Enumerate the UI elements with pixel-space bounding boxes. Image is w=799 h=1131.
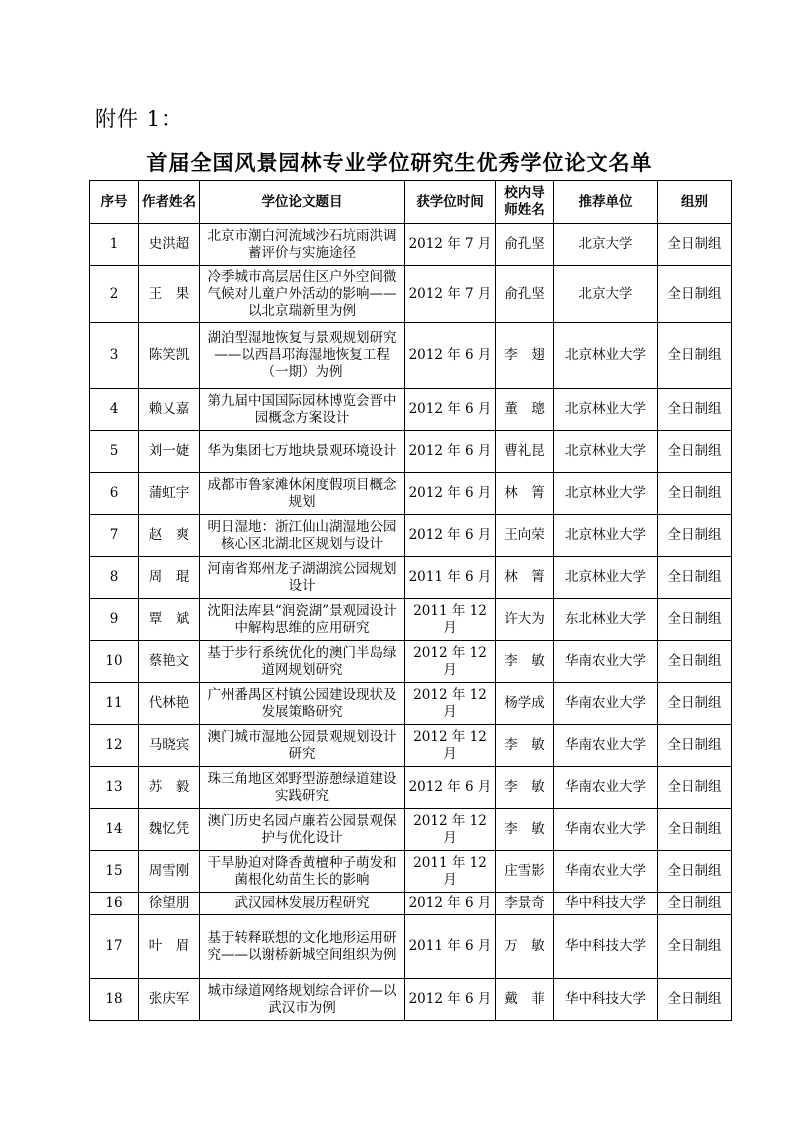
cell-date: 2012 年 12 月 [405, 809, 496, 851]
cell-no: 3 [90, 323, 139, 389]
cell-date: 2012 年 6 月 [405, 389, 496, 431]
cell-group: 全日制组 [658, 725, 732, 767]
cell-advisor: 李 翅 [496, 323, 554, 389]
cell-date: 2012 年 6 月 [405, 893, 496, 915]
thesis-table [89, 180, 732, 1021]
cell-no: 17 [90, 915, 139, 979]
cell-advisor: 杨学成 [496, 683, 554, 725]
cell-no: 10 [90, 641, 139, 683]
cell-advisor: 王向荣 [496, 515, 554, 557]
cell-date: 2011 年 12 月 [405, 851, 496, 893]
cell-unit: 华南农业大学 [554, 683, 658, 725]
table-row [90, 599, 732, 641]
table-row [90, 915, 732, 979]
cell-title: 华为集团七万地块景观环境设计 [200, 431, 405, 473]
cell-group: 全日制组 [658, 641, 732, 683]
cell-date: 2012 年 6 月 [405, 431, 496, 473]
table-row [90, 893, 732, 915]
table-row [90, 266, 732, 323]
cell-advisor: 李 敏 [496, 767, 554, 809]
cell-author: 张庆军 [139, 979, 200, 1021]
cell-group: 全日制组 [658, 431, 732, 473]
cell-no: 1 [90, 224, 139, 266]
cell-group: 全日制组 [658, 224, 732, 266]
cell-advisor: 李 敏 [496, 725, 554, 767]
cell-unit: 北京大学 [554, 266, 658, 323]
cell-no: 6 [90, 473, 139, 515]
cell-advisor: 俞孔坚 [496, 266, 554, 323]
cell-title: 冷季城市高层居住区户外空间微气候对儿童户外活动的影响——以北京瑞新里为例 [200, 266, 405, 323]
cell-title: 武汉园林发展历程研究 [200, 893, 405, 915]
cell-unit: 华南农业大学 [554, 641, 658, 683]
cell-title: 沈阳法库县“润瓷湖”景观园设计中解构思维的应用研究 [200, 599, 405, 641]
cell-author: 代林艳 [139, 683, 200, 725]
cell-author: 周 琨 [139, 557, 200, 599]
cell-author: 陈笑凯 [139, 323, 200, 389]
cell-unit: 华中科技大学 [554, 979, 658, 1021]
table-header [90, 181, 732, 224]
cell-unit: 北京大学 [554, 224, 658, 266]
cell-advisor: 曹礼昆 [496, 431, 554, 473]
cell-advisor: 许大为 [496, 599, 554, 641]
table-row [90, 323, 732, 389]
cell-author: 蒲虹宇 [139, 473, 200, 515]
cell-date: 2012 年 6 月 [405, 323, 496, 389]
cell-group: 全日制组 [658, 683, 732, 725]
cell-group: 全日制组 [658, 851, 732, 893]
cell-group: 全日制组 [658, 389, 732, 431]
cell-group: 全日制组 [658, 599, 732, 641]
table-row [90, 557, 732, 599]
cell-no: 14 [90, 809, 139, 851]
table-row [90, 851, 732, 893]
table-row [90, 389, 732, 431]
cell-advisor: 李 敏 [496, 809, 554, 851]
cell-title: 珠三角地区郊野型游憩绿道建设实践研究 [200, 767, 405, 809]
attachment-label: 附件 1： [95, 107, 184, 131]
table-row [90, 515, 732, 557]
cell-author: 刘一婕 [139, 431, 200, 473]
header-row [90, 181, 732, 224]
header-date: 获学位时间 [405, 181, 496, 224]
header-author: 作者姓名 [139, 181, 200, 224]
cell-group: 全日制组 [658, 473, 732, 515]
table-row [90, 224, 732, 266]
cell-no: 15 [90, 851, 139, 893]
table-row [90, 809, 732, 851]
cell-group: 全日制组 [658, 809, 732, 851]
table-row [90, 641, 732, 683]
cell-title: 城市绿道网络规划综合评价—以武汉市为例 [200, 979, 405, 1021]
cell-no: 4 [90, 389, 139, 431]
cell-unit: 北京林业大学 [554, 515, 658, 557]
cell-author: 蔡艳文 [139, 641, 200, 683]
cell-author: 赖乂嘉 [139, 389, 200, 431]
cell-unit: 华中科技大学 [554, 915, 658, 979]
cell-group: 全日制组 [658, 515, 732, 557]
table-row [90, 431, 732, 473]
header-group: 组别 [658, 181, 732, 224]
cell-title: 干旱胁迫对降香黄檀种子萌发和菌根化幼苗生长的影响 [200, 851, 405, 893]
cell-date: 2012 年 12 月 [405, 725, 496, 767]
cell-author: 赵 爽 [139, 515, 200, 557]
cell-author: 苏 毅 [139, 767, 200, 809]
cell-no: 12 [90, 725, 139, 767]
cell-date: 2011 年 12 月 [405, 599, 496, 641]
cell-title: 河南省郑州龙子湖湖滨公园规划设计 [200, 557, 405, 599]
cell-no: 8 [90, 557, 139, 599]
cell-title: 澳门历史名园卢廉若公园景观保护与优化设计 [200, 809, 405, 851]
cell-advisor: 李景奇 [496, 893, 554, 915]
cell-author: 徐望朋 [139, 893, 200, 915]
cell-advisor: 庄雪影 [496, 851, 554, 893]
cell-unit: 华南农业大学 [554, 851, 658, 893]
cell-group: 全日制组 [658, 323, 732, 389]
cell-date: 2012 年 7 月 [405, 266, 496, 323]
header-unit: 推荐单位 [554, 181, 658, 224]
cell-title: 基于步行系统优化的澳门半岛绿道网规划研究 [200, 641, 405, 683]
table-body [90, 224, 732, 1021]
cell-group: 全日制组 [658, 266, 732, 323]
cell-advisor: 万 敏 [496, 915, 554, 979]
cell-no: 7 [90, 515, 139, 557]
cell-unit: 北京林业大学 [554, 389, 658, 431]
cell-date: 2011 年 6 月 [405, 557, 496, 599]
cell-date: 2012 年 7 月 [405, 224, 496, 266]
cell-date: 2012 年 6 月 [405, 515, 496, 557]
cell-date: 2012 年 6 月 [405, 979, 496, 1021]
cell-unit: 华南农业大学 [554, 809, 658, 851]
table-row [90, 979, 732, 1021]
cell-date: 2012 年 6 月 [405, 473, 496, 515]
cell-group: 全日制组 [658, 893, 732, 915]
cell-author: 周雪刚 [139, 851, 200, 893]
cell-author: 魏忆凭 [139, 809, 200, 851]
cell-advisor: 董 璁 [496, 389, 554, 431]
cell-no: 11 [90, 683, 139, 725]
table-row [90, 767, 732, 809]
table-row [90, 725, 732, 767]
cell-title: 北京市潮白河流域沙石坑雨洪调蓄评价与实施途径 [200, 224, 405, 266]
cell-unit: 北京林业大学 [554, 431, 658, 473]
cell-author: 王 果 [139, 266, 200, 323]
cell-no: 13 [90, 767, 139, 809]
cell-no: 18 [90, 979, 139, 1021]
cell-title: 第九届中国国际园林博览会晋中园概念方案设计 [200, 389, 405, 431]
cell-title: 基于转释联想的文化地形运用研究——以谢桥新城空间组织为例 [200, 915, 405, 979]
cell-advisor: 俞孔坚 [496, 224, 554, 266]
cell-unit: 北京林业大学 [554, 323, 658, 389]
cell-advisor: 戴 菲 [496, 979, 554, 1021]
cell-title: 澳门城市湿地公园景观规划设计研究 [200, 725, 405, 767]
cell-title: 成都市鲁家滩休闲度假项目概念规划 [200, 473, 405, 515]
cell-advisor: 林 箐 [496, 473, 554, 515]
cell-author: 覃 斌 [139, 599, 200, 641]
cell-date: 2012 年 12 月 [405, 683, 496, 725]
cell-group: 全日制组 [658, 915, 732, 979]
cell-author: 史洪超 [139, 224, 200, 266]
table-row [90, 473, 732, 515]
cell-no: 9 [90, 599, 139, 641]
cell-unit: 北京林业大学 [554, 557, 658, 599]
cell-date: 2012 年 6 月 [405, 767, 496, 809]
document-title: 首届全国风景园林专业学位研究生优秀学位论文名单 [146, 151, 653, 175]
cell-title: 明日湿地：浙江仙山湖湿地公园核心区北湖北区规划与设计 [200, 515, 405, 557]
header-title: 学位论文题目 [200, 181, 405, 224]
cell-advisor: 林 箐 [496, 557, 554, 599]
header-no: 序号 [90, 181, 139, 224]
cell-date: 2012 年 12 月 [405, 641, 496, 683]
cell-no: 5 [90, 431, 139, 473]
table-row [90, 683, 732, 725]
cell-unit: 华南农业大学 [554, 725, 658, 767]
cell-group: 全日制组 [658, 979, 732, 1021]
cell-group: 全日制组 [658, 767, 732, 809]
cell-no: 2 [90, 266, 139, 323]
cell-date: 2011 年 6 月 [405, 915, 496, 979]
cell-author: 叶 眉 [139, 915, 200, 979]
cell-title: 湖泊型湿地恢复与景观规划研究——以西昌邛海湿地恢复工程（一期）为例 [200, 323, 405, 389]
cell-unit: 华中科技大学 [554, 893, 658, 915]
cell-unit: 华南农业大学 [554, 767, 658, 809]
cell-unit: 北京林业大学 [554, 473, 658, 515]
cell-author: 马晓宾 [139, 725, 200, 767]
header-advisor: 校内导师姓名 [496, 181, 554, 224]
cell-no: 16 [90, 893, 139, 915]
cell-group: 全日制组 [658, 557, 732, 599]
cell-title: 广州番禺区村镇公园建设现状及发展策略研究 [200, 683, 405, 725]
cell-advisor: 李 敏 [496, 641, 554, 683]
cell-unit: 东北林业大学 [554, 599, 658, 641]
